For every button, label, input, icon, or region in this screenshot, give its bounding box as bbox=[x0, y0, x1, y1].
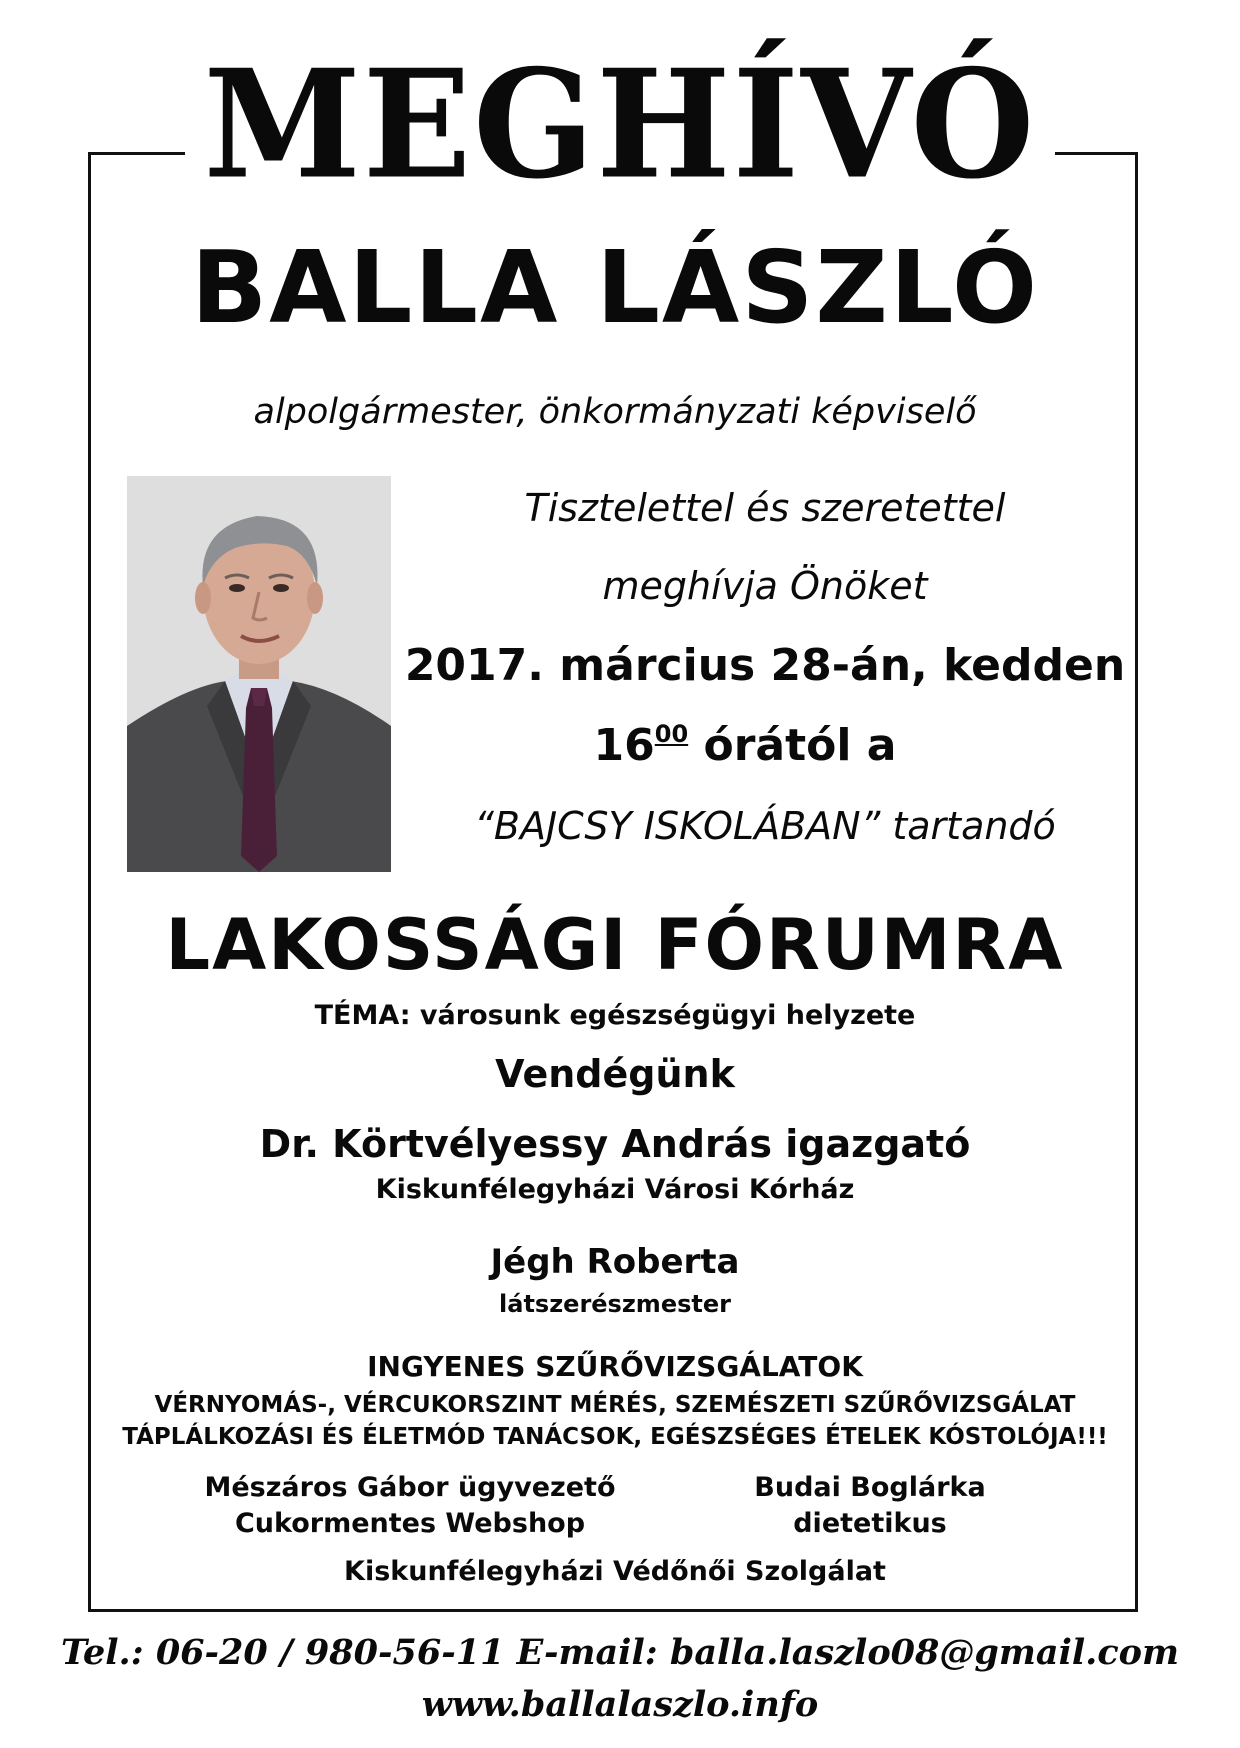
guest-2-name: Jégh Roberta bbox=[490, 1242, 740, 1282]
invitation-line-2: meghívja Önöket bbox=[602, 564, 928, 608]
partner-right bbox=[720, 1470, 1020, 1542]
forum-topic: TÉMA: városunk egészségügyi helyzete bbox=[314, 1000, 916, 1031]
guests-heading: Vendégünk bbox=[495, 1052, 735, 1096]
contact-website: www.ballalaszlo.info bbox=[421, 1684, 819, 1725]
partner-left bbox=[190, 1470, 630, 1542]
host-title: alpolgármester, önkormányzati képviselő bbox=[253, 392, 977, 432]
event-venue: “BAJCSY ISKOLÁBAN” tartandó bbox=[474, 804, 1056, 848]
contact-phone-email: Tel.: 06-20 / 980-56-11 E-mail: balla.laszlo08@gmail.com bbox=[60, 1632, 1180, 1673]
event-time-hour: 16 bbox=[593, 720, 655, 771]
event-date: 2017. március 28-án, kedden bbox=[404, 640, 1126, 691]
event-time-minutes: 00 bbox=[654, 720, 689, 748]
portrait-illustration bbox=[127, 476, 391, 872]
partner-right-name: Budai Boglárka bbox=[754, 1472, 986, 1503]
screenings-heading: INGYENES SZŰRŐVIZSGÁLATOK bbox=[367, 1350, 863, 1383]
partner-left-organization: Cukormentes Webshop bbox=[234, 1508, 586, 1539]
guest-2-role: látszerészmester bbox=[499, 1290, 731, 1318]
screenings-line-2: TÁPLÁLKOZÁSI ÉS ÉLETMÓD TANÁCSOK, EGÉSZSÉGES ÉTELEK KÓSTOLÓJA!!! bbox=[122, 1424, 1108, 1450]
guest-1-organization: Kiskunfélegyházi Városi Kórház bbox=[375, 1174, 855, 1205]
poster-title: MEGHÍVÓ bbox=[185, 36, 1055, 215]
host-name: BALLA LÁSZLÓ bbox=[190, 229, 1040, 346]
partner-left-name: Mészáros Gábor ügyvezető bbox=[204, 1472, 616, 1503]
invitation-line-1: Tisztelettel és szeretettel bbox=[524, 486, 1006, 530]
forum-title: LAKOSSÁGI FÓRUMRA bbox=[165, 904, 1065, 986]
partner-bottom-organization: Kiskunfélegyházi Védőnői Szolgálat bbox=[344, 1556, 886, 1587]
portrait-photo bbox=[127, 476, 391, 872]
screenings-line-1: VÉRNYOMÁS-, VÉRCUKORSZINT MÉRÉS, SZEMÉSZETI SZŰRŐVIZSGÁLAT bbox=[154, 1392, 1076, 1418]
event-time bbox=[400, 720, 1090, 771]
event-time-suffix: órától a bbox=[688, 720, 897, 771]
guest-1-name: Dr. Körtvélyessy András igazgató bbox=[259, 1122, 971, 1166]
partner-right-role: dietetikus bbox=[793, 1508, 947, 1539]
